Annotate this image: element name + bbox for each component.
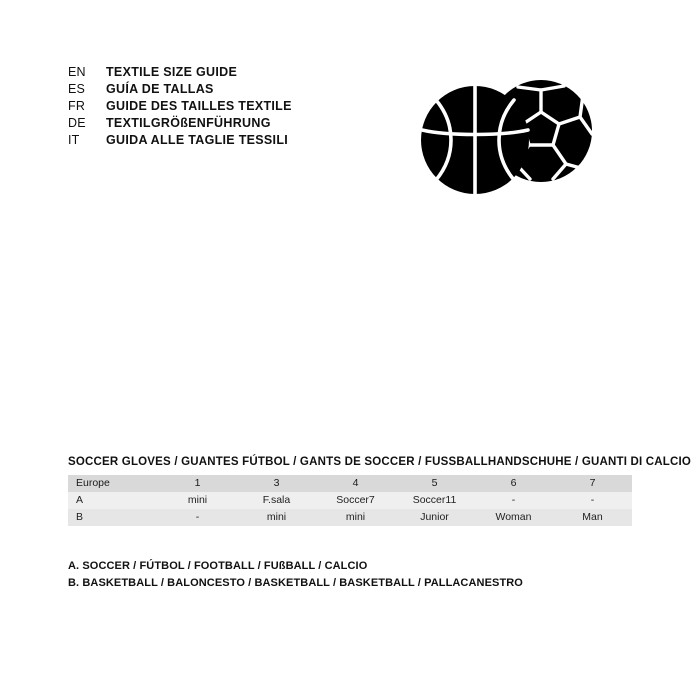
size-table-title: SOCCER GLOVES / GUANTES FÚTBOL / GANTS DE SOCCER / FUSSBALLHANDSCHUHE / GUANTI DI CALCIO — [68, 456, 692, 468]
language-code-en: EN — [68, 65, 86, 79]
balls-illustration — [408, 74, 608, 204]
table-header-3: 3 — [273, 477, 280, 489]
cell-b-1: - — [195, 511, 200, 523]
language-list — [68, 64, 292, 149]
cell-a-7: - — [590, 494, 595, 506]
table-header-4: 4 — [352, 477, 359, 489]
table-row — [68, 492, 632, 509]
cell-b-6: Woman — [495, 511, 532, 523]
cell-b-5: Junior — [420, 511, 449, 523]
language-text-fr: GUIDE DES TAILLES TEXTILE — [106, 99, 292, 113]
basketball-icon — [421, 86, 529, 194]
row-label-a: A — [76, 494, 84, 506]
language-row-en — [68, 64, 292, 81]
size-table-body — [68, 492, 632, 526]
table-row — [68, 509, 632, 526]
language-text-it: GUIDA ALLE TAGLIE TESSILI — [106, 133, 289, 147]
row-label-b: B — [76, 511, 84, 523]
cell-b-7: Man — [582, 511, 603, 523]
footnote-a: A. SOCCER / FÚTBOL / FOOTBALL / FUßBALL / CALCIO — [68, 560, 368, 572]
language-code-fr: FR — [68, 99, 86, 113]
language-row-de — [68, 115, 292, 132]
size-table — [68, 475, 632, 526]
footnote-b: B. BASKETBALL / BALONCESTO / BASKETBALL / BASKETBALL / PALLACANESTRO — [68, 577, 523, 589]
cell-b-3: mini — [266, 511, 287, 523]
cell-a-1: mini — [187, 494, 208, 506]
table-header-7: 7 — [589, 477, 596, 489]
language-row-fr — [68, 98, 292, 115]
cell-a-3: F.sala — [262, 494, 291, 506]
size-table-head — [68, 475, 632, 492]
footnotes — [68, 558, 523, 592]
table-header-europe: Europe — [76, 477, 110, 489]
language-row-it — [68, 132, 292, 149]
language-code-it: IT — [68, 133, 80, 147]
table-header-1: 1 — [194, 477, 201, 489]
language-code-de: DE — [68, 116, 86, 130]
cell-a-6: - — [511, 494, 516, 506]
balls-illustration-svg — [408, 74, 608, 204]
language-row-es — [68, 81, 292, 98]
cell-a-5: Soccer11 — [412, 494, 457, 506]
language-text-en: TEXTILE SIZE GUIDE — [106, 65, 238, 79]
table-header-5: 5 — [431, 477, 438, 489]
table-header-row — [68, 475, 632, 492]
cell-a-4: Soccer7 — [336, 494, 375, 506]
table-header-6: 6 — [510, 477, 517, 489]
size-table-section — [68, 456, 692, 526]
language-text-de: TEXTILGRÖßENFÜHRUNG — [106, 116, 271, 130]
language-text-es: GUÍA DE TALLAS — [106, 82, 214, 96]
language-code-es: ES — [68, 82, 86, 96]
cell-b-4: mini — [345, 511, 366, 523]
